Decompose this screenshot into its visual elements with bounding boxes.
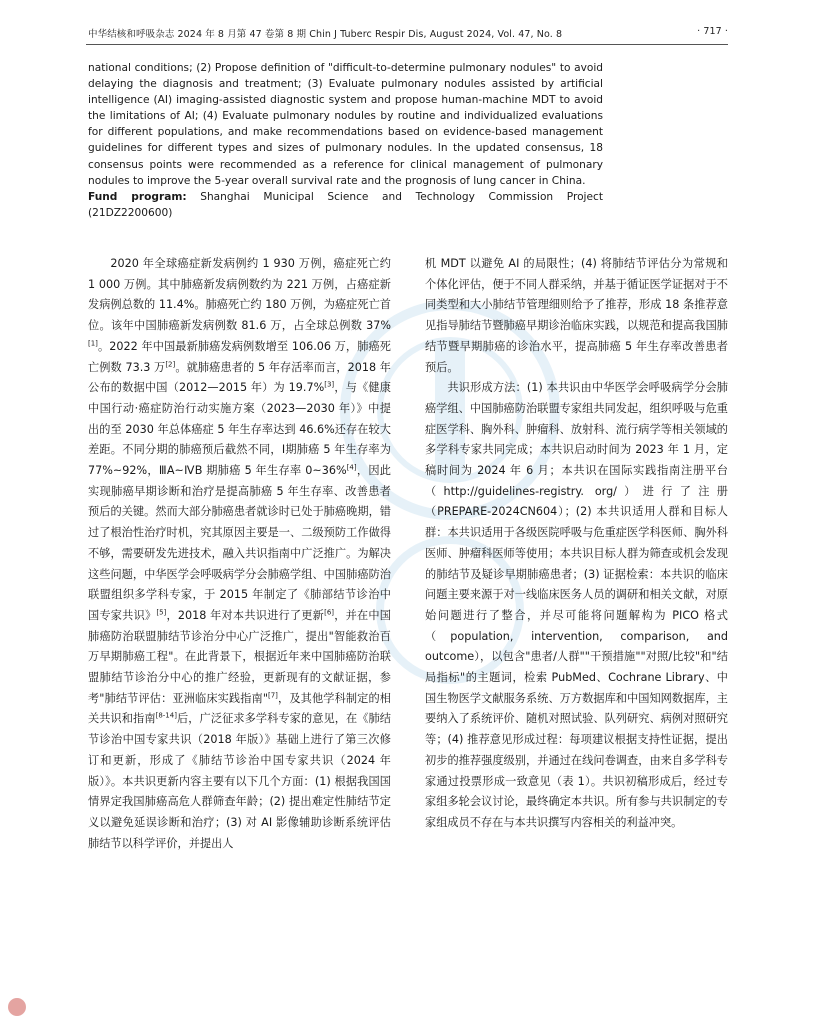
intro-paragraph xyxy=(88,254,391,854)
text-run: 后，广泛征求多学科专家的意见，在《肺结节诊治中国专家共识（2018 年版）》基础上进行了第三次修订和更新，形成了《肺结节诊治中国专家共识（2024 年版）》。本共识更新内容主要有以下几个方面：(1) 根据我国国情界定我国肺癌高危人群筛查年龄；(2) 提出难定性肺结节定义以避免延误诊断和治疗；(3) 对 AI 影像辅助诊断系统评估肺结节以科学评价，并提出人 xyxy=(88,712,391,850)
citation-ref[interactable]: [5] xyxy=(156,608,167,617)
methods-paragraph: 共识形成方法：(1) 本共识由中华医学会呼吸病学分会肺癌学组、中国肺癌防治联盟专家组共同发起，组织呼吸与危重症医学科、胸外科、肿瘤科、放射科、流行病学等相关领域的多学科专家共同完成；本共识启动时间为 2023 年 1 月，定稿时间为 2024 年 6 月；本共识在国际实践指南注册平台（http://guidelines-registry. org/）进行了注册（PREPARE-2024CN604）；(2) 本共识适用人群和目标人群：本共识适用于各级医院呼吸与危重症医学科医师、胸外科医师、肿瘤科医师等使用；本共识目标人群为筛查或机会发现的肺结节及疑诊早期肺癌患者；(3) 证据检索：本共识的临床问题主要来源于对一线临床医务人员的调研和相关文献，对原始问题进行了整合，并尽可能将问题解构为 PICO 格式（population, intervention, comparison, and outcome），以包含"患者/人群""干预措施""对照/比较"和"结局指标"的主题词，检索 PubMed、Cochrane Library、中国生物医学文献服务系统、万方数据库和中国知网数据库，主要纳入了系统评价、随机对照试验、队列研究、病例对照研究等；(4) 推荐意见形成过程：每项建议根据支持性证据，提出初步的推荐强度级别，并通过在线问卷调查，由来自多学科专家通过投票形成一致意见（表 1）。共识初稿形成后，经过专家组多轮会议讨论，最终确定本共识。所有参与共识制定的专家组成员不存在与本共识撰写内容相关的利益冲突。 xyxy=(425,381,728,829)
abstract-text: national conditions; (2) Propose definition of "difficult-to-determine pulmonary nodules" to avoid delaying the diagnosis and treatment; (3) Evaluate pulmonary nodules assisted by artificial intelligence (AI) imaging-assisted diagnostic system and propose human-machine MDT to avoid the limitations of AI; (4) Evaluate pulmonary nodules by routine and individualized evaluations for different populations, and make recommendations based on evidence-based management guidelines for different types and sizes of pulmonary nodules. In the updated consensus, 18 consensus points were recommended as a reference for clinical management of pulmonary nodules to improve the 5-year overall survival rate and the prognosis of lung cancer in China. xyxy=(88,62,603,187)
citation-ref[interactable]: [2] xyxy=(165,359,176,368)
left-column xyxy=(88,254,391,854)
citation-ref[interactable]: [3] xyxy=(324,380,335,389)
citation-ref[interactable]: [4] xyxy=(346,463,357,472)
running-header xyxy=(88,26,728,40)
footer-logo xyxy=(8,996,208,1018)
citation-ref[interactable]: [8-14] xyxy=(155,711,177,720)
text-run: ，并在中国肺癌防治联盟肺结节诊治分中心广泛推广，提出"智能救治百万早期肺癌工程"。在此背景下，根据近年来中国肺癌防治联盟肺结节诊治分中心的推广经验，更新现有的文献证据，参考"肺结节评估：亚洲临床实践指南" xyxy=(88,608,391,705)
page-number: · 717 · xyxy=(697,26,728,37)
citation-ref[interactable]: [7] xyxy=(268,691,278,700)
text-run: 。就肺癌患者的 5 年存活率而言，2018 年公布的数据中国（2012—2015 年）为 19.7% xyxy=(88,360,391,395)
header-rule xyxy=(86,44,728,45)
text-run: 2020 年全球癌症新发病例约 1 930 万例，癌症死亡约 1 000 万例。其中肺癌新发病例数约为 221 万例，占癌症新发病例总数的 11.4%。肺癌死亡约 180 万例，为癌症死亡首位。该年中国肺癌新发病例数 81.6 万，占全球总例数 37% xyxy=(88,257,391,333)
text-run: ，及其他学科制定的相关共识和指南 xyxy=(88,691,391,726)
journal-citation: 中华结核和呼吸杂志 2024 年 8 月第 47 卷第 8 期 Chin J Tuberc Respir Dis, August 2024, Vol. 47, No. 8 xyxy=(88,29,563,40)
text-run: ，因此实现肺癌早期诊断和治疗是提高肺癌 5 年生存率、改善患者预后的关键。然而大部分肺癌患者就诊时已处于肺癌晚期，错过了根治性治疗时机，究其原因主要是一、二级预防工作做得不够，需要研发先进技术，融入共识指南中广泛推广。为解决这些问题，中华医学会呼吸病学分会肺癌学组、中国肺癌防治联盟组织多学科专家，于 2015 年制定了《肺部结节诊治中国专家共识》 xyxy=(88,464,391,622)
citation-ref[interactable]: [6] xyxy=(324,608,335,617)
fund-program xyxy=(88,189,603,221)
citation-ref[interactable]: [1] xyxy=(88,339,98,348)
fund-text: Shanghai Municipal Science and Technology Commission Project (21DZ2200600) xyxy=(88,190,603,219)
body-columns xyxy=(88,254,728,854)
text-run: ，与《健康中国行动·癌症防治行动实施方案（2023—2030 年）》中提出的至 2030 年总体癌症 5 年生存率达到 46.6%还存在较大差距。不同分期的肺癌预后截然不同，Ⅰ期肺癌 5 年生存率为 77%~92%，ⅢA~ⅣB 期肺癌 5 年生存率 0~36% xyxy=(88,381,391,478)
continued-paragraph: 机 MDT 以避免 AI 的局限性；(4) 将肺结节评估分为常规和个体化评估，便于不同人群采纳，并基于循证医学证据对于不同类型和大小肺结节管理细则给予了推荐，形成 18 条推荐意见指导肺结节暨肺癌早期诊治临床实践，以规范和提高我国肺结节暨早期肺癌的诊治水平，提高肺癌 5 年生存率改善患者预后。 xyxy=(425,257,728,374)
right-column xyxy=(425,254,728,854)
text-run: ，2018 年对本共识进行了更新 xyxy=(166,608,325,622)
fund-label: Fund program: xyxy=(88,190,187,203)
text-run: 。2022 年中国最新肺癌发病例数增至 106.06 万，肺癌死亡例数 73.3 万 xyxy=(88,339,391,374)
english-abstract xyxy=(88,60,603,221)
publisher-seal-icon xyxy=(8,998,26,1016)
